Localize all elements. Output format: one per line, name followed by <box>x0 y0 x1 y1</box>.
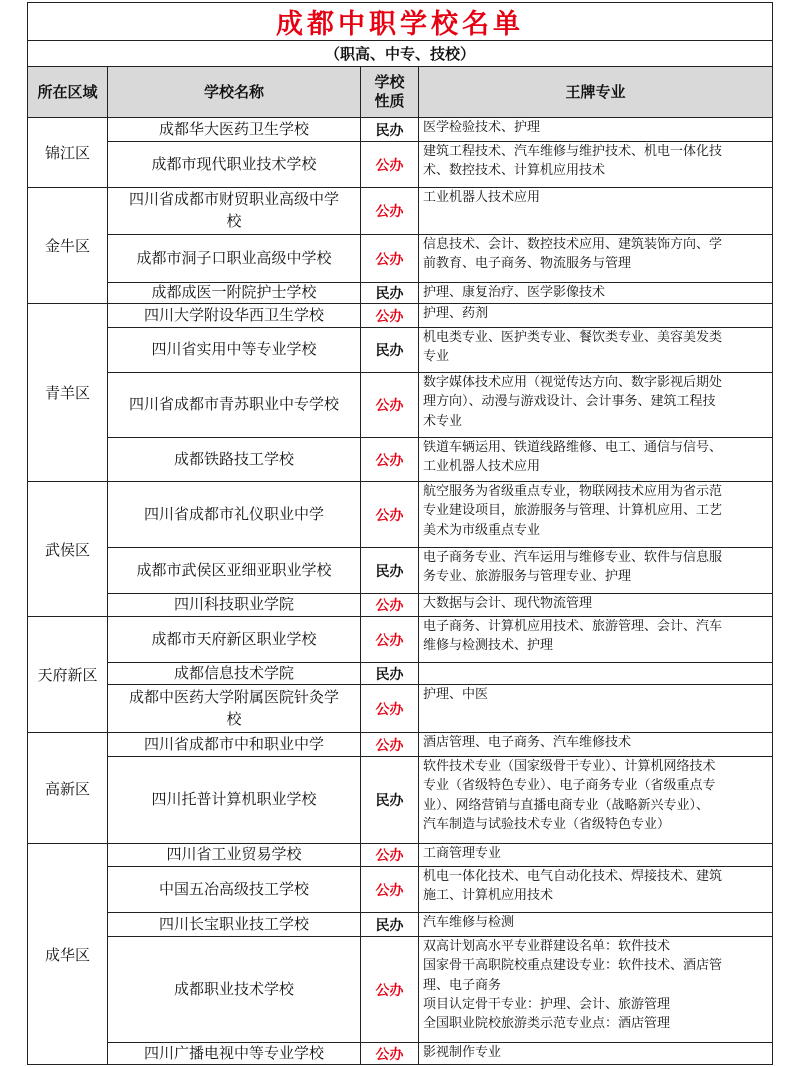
specialty-cell: 软件技术专业（国家级骨干专业）、计算机网络技术 专业（省级特色专业）、电子商务专业（省级重点专 业）、网络营销与直播电商专业（战略新兴专业）、 汽车制造与试验技术专业（省级特色专业） <box>419 757 773 844</box>
specialty-cell: 护理、药剂 <box>419 304 773 328</box>
school-type-badge: 民办 <box>361 913 419 937</box>
school-name-cell: 成都中医药大学附属医院针灸学 校 <box>108 685 361 733</box>
school-name-cell: 四川省实用中等专业学校 <box>108 328 361 373</box>
school-type-badge: 公办 <box>361 142 419 188</box>
specialty-cell: 电子商务专业、汽车运用与维修专业、软件与信息服 务专业、旅游服务与管理专业、护理 <box>419 548 773 594</box>
school-list-table <box>27 2 773 1065</box>
school-name-cell: 四川长宝职业技工学校 <box>108 913 361 937</box>
school-name-cell: 成都铁路技工学校 <box>108 438 361 482</box>
specialty-cell: 医学检验技术、护理 <box>419 118 773 142</box>
school-type-badge: 公办 <box>361 844 419 867</box>
school-type-badge: 公办 <box>361 617 419 663</box>
district-cell: 武侯区 <box>27 482 108 617</box>
school-name-cell: 成都职业技术学校 <box>108 937 361 1043</box>
specialty-cell: 机电一体化技术、电气自动化技术、焊接技术、建筑 施工、计算机应用技术 <box>419 867 773 913</box>
specialty-cell: 数字媒体技术应用（视觉传达方向、数字影视后期处 理方向）、动漫与游戏设计、会计事务、建筑工程技 术专业 <box>419 373 773 438</box>
school-type-badge: 民办 <box>361 663 419 685</box>
school-type-badge: 公办 <box>361 733 419 757</box>
school-type-badge: 公办 <box>361 438 419 482</box>
school-type-badge: 公办 <box>361 867 419 913</box>
school-type-badge: 民办 <box>361 757 419 844</box>
specialty-cell: 工商管理专业 <box>419 844 773 867</box>
district-cell: 锦江区 <box>27 118 108 188</box>
specialty-cell: 护理、中医 <box>419 685 773 733</box>
header-specialty: 王牌专业 <box>419 67 773 118</box>
school-type-badge: 公办 <box>361 188 419 235</box>
school-name-cell: 四川省成都市青苏职业中专学校 <box>108 373 361 438</box>
school-name-cell: 成都华大医药卫生学校 <box>108 118 361 142</box>
header-type: 学校 性质 <box>361 67 419 118</box>
specialty-cell: 影视制作专业 <box>419 1043 773 1065</box>
school-name-cell: 成都市现代职业技术学校 <box>108 142 361 188</box>
specialty-cell: 航空服务为省级重点专业，物联网技术应用为省示范 专业建设项目，旅游服务与管理、计算机应用、工艺 美术为市级重点专业 <box>419 482 773 548</box>
school-type-badge: 公办 <box>361 373 419 438</box>
school-type-badge: 民办 <box>361 328 419 373</box>
specialty-cell: 大数据与会计、现代物流管理 <box>419 594 773 617</box>
header-school: 学校名称 <box>108 67 361 118</box>
specialty-cell: 铁道车辆运用、铁道线路维修、电工、通信与信号、 工业机器人技术应用 <box>419 438 773 482</box>
school-type-badge: 民办 <box>361 548 419 594</box>
district-cell: 高新区 <box>27 733 108 844</box>
school-name-cell: 四川科技职业学院 <box>108 594 361 617</box>
school-name-cell: 四川省成都市礼仪职业中学 <box>108 482 361 548</box>
school-type-badge: 公办 <box>361 482 419 548</box>
school-name-cell: 成都成医一附院护士学校 <box>108 283 361 304</box>
specialty-cell: 信息技术、会计、数控技术应用、建筑装饰方向、学 前教育、电子商务、物流服务与管理 <box>419 235 773 283</box>
school-name-cell: 四川广播电视中等专业学校 <box>108 1043 361 1065</box>
school-name-cell: 四川省成都市财贸职业高级中学 校 <box>108 188 361 235</box>
school-type-badge: 民办 <box>361 283 419 304</box>
specialty-cell: 汽车维修与检测 <box>419 913 773 937</box>
specialty-cell: 酒店管理、电子商务、汽车维修技术 <box>419 733 773 757</box>
page-title: 成都中职学校名单 <box>27 2 773 41</box>
specialty-cell: 工业机器人技术应用 <box>419 188 773 235</box>
school-type-badge: 公办 <box>361 594 419 617</box>
school-type-badge: 公办 <box>361 304 419 328</box>
school-type-badge: 公办 <box>361 235 419 283</box>
school-name-cell: 四川省成都市中和职业中学 <box>108 733 361 757</box>
specialty-cell: 机电类专业、医护类专业、餐饮类专业、美容美发类 专业 <box>419 328 773 373</box>
school-name-cell: 成都市武侯区亚细亚职业学校 <box>108 548 361 594</box>
district-cell: 天府新区 <box>27 617 108 733</box>
header-district: 所在区域 <box>27 67 108 118</box>
district-cell: 金牛区 <box>27 188 108 304</box>
school-type-badge: 公办 <box>361 685 419 733</box>
school-name-cell: 中国五冶高级技工学校 <box>108 867 361 913</box>
school-name-cell: 四川托普计算机职业学校 <box>108 757 361 844</box>
specialty-cell <box>419 663 773 685</box>
school-type-badge: 公办 <box>361 1043 419 1065</box>
specialty-cell: 护理、康复治疗、医学影像技术 <box>419 283 773 304</box>
school-type-badge: 公办 <box>361 937 419 1043</box>
school-name-cell: 成都市天府新区职业学校 <box>108 617 361 663</box>
school-name-cell: 成都信息技术学院 <box>108 663 361 685</box>
page-subtitle: （职高、中专、技校） <box>27 41 773 67</box>
specialty-cell: 双高计划高水平专业群建设名单：软件技术 国家骨干高职院校重点建设专业：软件技术、酒店管 理、电子商务 项目认定骨干专业：护理、会计、旅游管理 全国职业院校旅游类示范专业点：酒店管理 <box>419 937 773 1043</box>
specialty-cell: 建筑工程技术、汽车维修与维护技术、机电一体化技 术、数控技术、计算机应用技术 <box>419 142 773 188</box>
school-name-cell: 四川省工业贸易学校 <box>108 844 361 867</box>
school-name-cell: 成都市洞子口职业高级中学校 <box>108 235 361 283</box>
district-cell: 成华区 <box>27 844 108 1065</box>
school-name-cell: 四川大学附设华西卫生学校 <box>108 304 361 328</box>
school-type-badge: 民办 <box>361 118 419 142</box>
district-cell: 青羊区 <box>27 304 108 482</box>
specialty-cell: 电子商务、计算机应用技术、旅游管理、会计、汽车 维修与检测技术、护理 <box>419 617 773 663</box>
